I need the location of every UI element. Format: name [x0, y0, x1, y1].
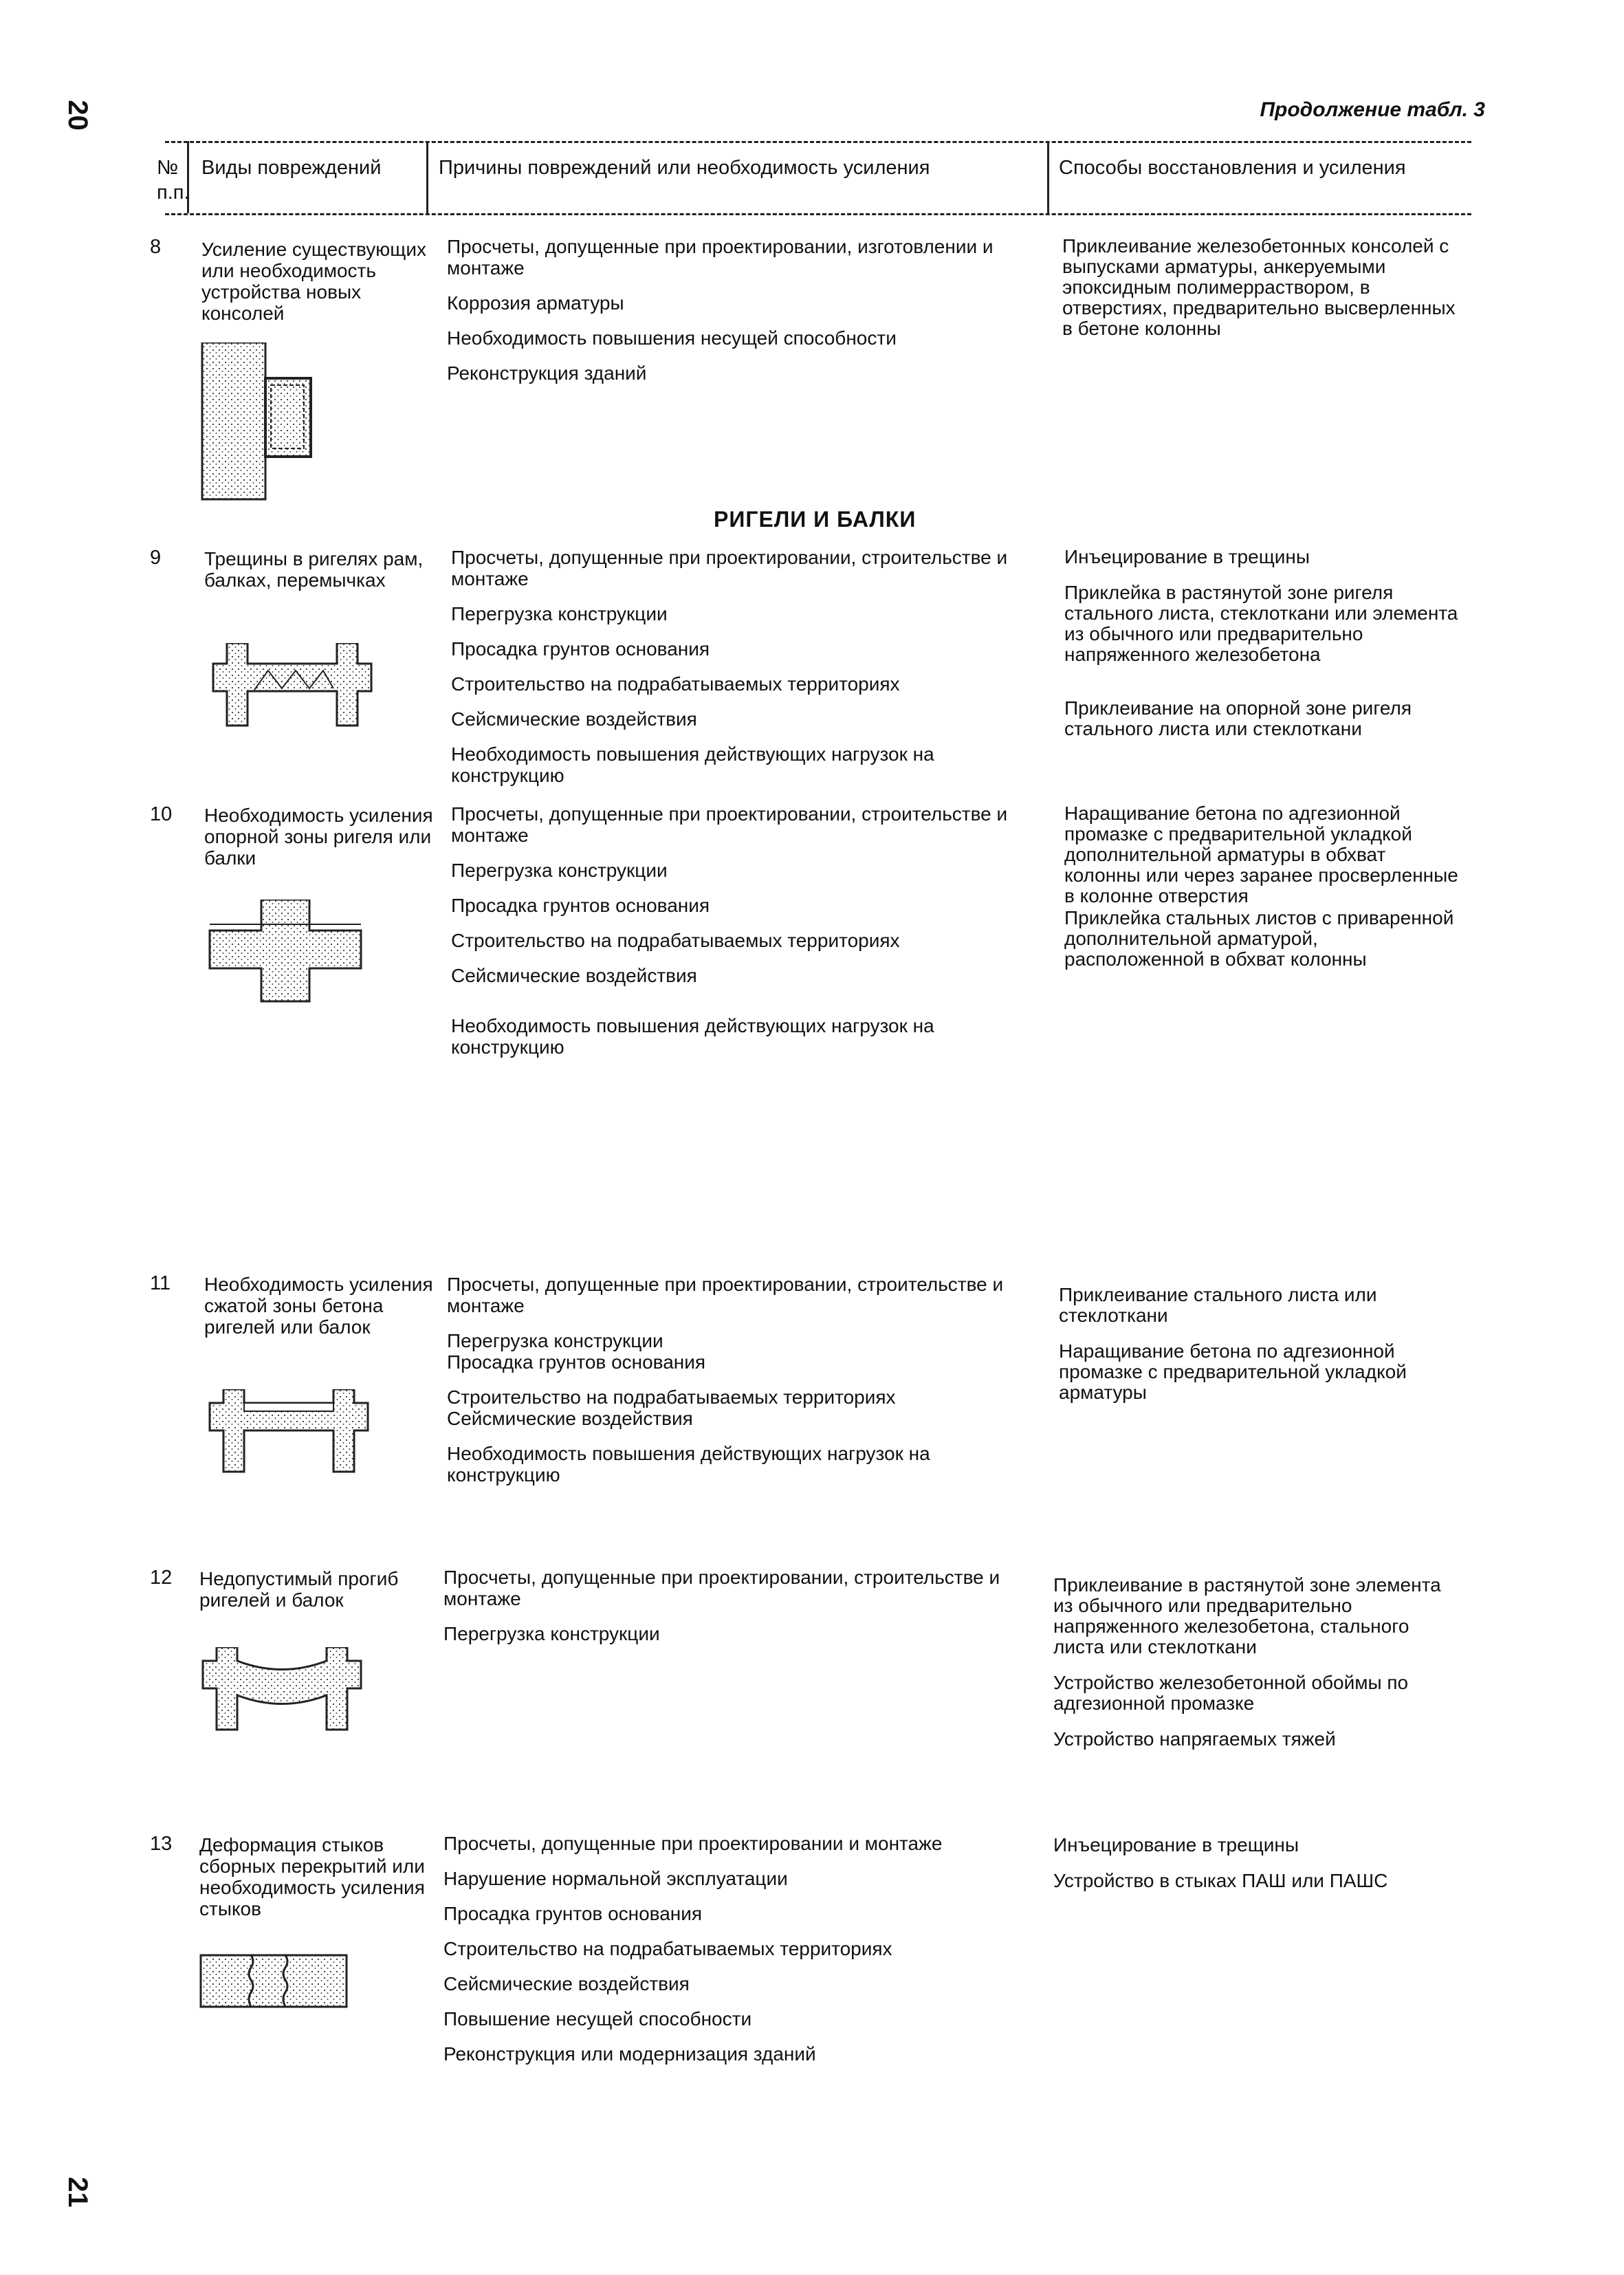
row-8-cause-1: Просчеты, допущенные при проектировании, изготовлении и монтаже [447, 236, 994, 279]
row-11-method-1: Приклеивание стального листа или стеклоткани [1059, 1284, 1377, 1326]
row-10-cause-2: Перегрузка конструкции [451, 860, 668, 881]
row-8-console-figure [199, 342, 323, 501]
header-num-abbr: п.п. [157, 182, 190, 204]
row-12-causes [443, 1567, 1035, 1658]
row-11-method-2: Наращивание бетона по адгезионной промазке с предварительной укладкой арматуры [1059, 1340, 1407, 1403]
row-10-cause-3: Просадка грунтов основания [451, 895, 710, 916]
row-10-causes [451, 803, 1042, 1071]
row-10-methods [1064, 803, 1463, 985]
row-11-causes [447, 1274, 1038, 1499]
row-12-cause-2: Перегрузка конструкции [443, 1623, 660, 1644]
row-13-cause-4: Строительство на подрабатываемых территориях [443, 1938, 892, 1959]
row-13-method-1: Инъецирование в трещины [1053, 1834, 1299, 1855]
row-10-support-zone-figure [206, 900, 364, 1003]
row-12-methods [1053, 1575, 1452, 1765]
row-13-cause-5: Сейсмические воздействия [443, 1973, 690, 1994]
row-12-kind: Недопустимый прогиб ригелей и балок [199, 1568, 399, 1611]
row-11-cause-1: Просчеты, допущенные при проектировании, строительстве и монтаже [447, 1274, 1004, 1316]
row-10-method-2: Приклейка стальных листов с приваренной дополнительной арматурой, расположенной в обхват колонны [1064, 907, 1454, 970]
row-9-cause-5: Сейсмические воздействия [451, 708, 697, 730]
row-8-causes [447, 236, 1038, 398]
row-8-methods [1062, 236, 1461, 354]
row-8-cause-2: Коррозия арматуры [447, 292, 624, 314]
section-title-beams: РИГЕЛИ И БАЛКИ [714, 507, 917, 532]
row-10-number: 10 [150, 803, 173, 825]
row-13-number: 13 [150, 1833, 173, 1855]
row-12-method-3: Устройство напрягаемых тяжей [1053, 1728, 1336, 1750]
row-9-causes [451, 547, 1042, 800]
row-9-beam-crack-figure [206, 643, 378, 732]
row-11-cause-5: Сейсмические воздействия [447, 1408, 693, 1429]
row-10-cause-1: Просчеты, допущенные при проектировании, строительстве и монтаже [451, 803, 1008, 846]
row-13-cause-7: Реконструкция или модернизация зданий [443, 2043, 816, 2065]
header-methods: Способы восстановления и усиления [1059, 157, 1406, 179]
row-9-methods [1064, 547, 1463, 754]
row-9-cause-4: Строительство на подрабатываемых территориях [451, 673, 900, 695]
row-13-methods [1053, 1835, 1452, 1906]
row-8-cause-4: Реконструкция зданий [447, 362, 647, 384]
row-12-method-2: Устройство железобетонной обоймы по адгезионной промазке [1053, 1672, 1409, 1714]
row-11-kind: Необходимость усиления сжатой зоны бетона ригелей или балок [204, 1274, 433, 1338]
row-9-cause-2: Перегрузка конструкции [451, 603, 668, 624]
row-9-method-1: Инъецирование в трещины [1064, 546, 1310, 567]
header-divider-2 [426, 141, 428, 213]
row-11-cause-6: Необходимость повышения действующих нагрузок на конструкцию [447, 1443, 930, 1485]
row-10-cause-4: Строительство на подрабатываемых территориях [451, 930, 900, 951]
row-9-method-2: Приклейка в растянутой зоне ригеля стального листа, стеклоткани или элемента из обычного или предварительно напряженного железобетона [1064, 582, 1458, 665]
row-9-cause-6: Необходимость повышения действующих нагрузок на конструкцию [451, 743, 934, 786]
row-13-cause-6: Повышение несущей способности [443, 2008, 752, 2029]
page-number-top: 20 [62, 100, 93, 131]
table-continuation-label: Продолжение табл. 3 [1260, 98, 1485, 121]
row-8-cause-3: Необходимость повышения несущей способности [447, 327, 897, 349]
row-13-cause-2: Нарушение нормальной эксплуатации [443, 1868, 788, 1889]
row-13-joint-figure [199, 1952, 351, 2014]
row-9-kind: Трещины в ригелях рам, балках, перемычках [204, 548, 424, 591]
row-11-compressed-zone-figure [203, 1389, 375, 1475]
row-11-cause-2: Перегрузка конструкции [447, 1330, 663, 1351]
row-10-cause-5: Сейсмические воздействия [451, 965, 697, 986]
row-9-number: 9 [150, 547, 162, 569]
row-8-kind: Усиление существующих или необходимость устройства новых консолей [201, 239, 426, 324]
row-8-number: 8 [150, 236, 162, 258]
row-9-method-3: Приклеивание на опорной зоне ригеля стального листа или стеклоткани [1064, 697, 1412, 739]
row-10-kind: Необходимость усиления опорной зоны ригеля или балки [204, 805, 433, 869]
header-kinds: Виды повреждений [201, 157, 382, 179]
row-12-cause-1: Просчеты, допущенные при проектировании, строительстве и монтаже [443, 1567, 1000, 1609]
row-12-number: 12 [150, 1567, 173, 1589]
row-11-number: 11 [150, 1272, 171, 1294]
row-11-cause-4: Строительство на подрабатываемых территориях [447, 1386, 896, 1408]
row-11-cause-3: Просадка грунтов основания [447, 1351, 706, 1373]
header-num-symbol: № [157, 157, 179, 179]
row-10-cause-6: Необходимость повышения действующих нагрузок на конструкцию [451, 1015, 934, 1058]
row-13-cause-1: Просчеты, допущенные при проектировании и монтаже [443, 1833, 943, 1854]
header-top-rule [165, 141, 1471, 143]
row-8-method-1: Приклеивание железобетонных консолей с выпусками арматуры, анкеруемыми эпоксидным полимерраствором, в отверстиях, предварительно высверленных в бетоне колонны [1062, 235, 1456, 339]
header-num [157, 155, 190, 205]
row-13-kind: Деформация стыков сборных перекрытий или необходимость усиления стыков [199, 1834, 425, 1919]
row-13-causes [443, 1833, 1035, 2078]
row-11-methods [1059, 1285, 1458, 1418]
header-divider-3 [1047, 141, 1049, 213]
row-9-cause-1: Просчеты, допущенные при проектировании, строительстве и монтаже [451, 547, 1008, 589]
row-9-cause-3: Просадка грунтов основания [451, 638, 710, 660]
page-number-bottom: 21 [62, 2177, 93, 2208]
row-10-method-1: Наращивание бетона по адгезионной промазке с предварительной укладкой дополнительной арматуры в обхват колонны или через заранее просверленные в колонне отверстия [1064, 803, 1458, 906]
row-12-deflection-figure [196, 1647, 368, 1733]
row-13-method-2: Устройство в стыках ПАШ или ПАШС [1053, 1870, 1388, 1891]
header-causes: Причины повреждений или необходимость усиления [439, 157, 930, 179]
row-13-cause-3: Просадка грунтов основания [443, 1903, 703, 1924]
header-bottom-rule [165, 213, 1471, 215]
row-12-method-1: Приклеивание в растянутой зоне элемента из обычного или предварительно напряженного железобетона, стального листа или стеклоткани [1053, 1574, 1441, 1657]
